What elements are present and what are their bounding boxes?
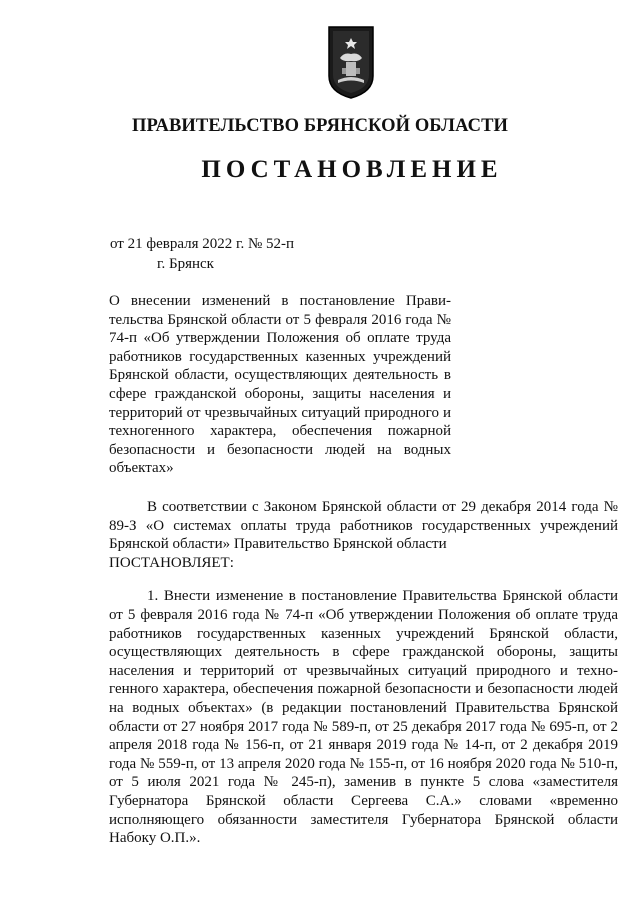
city-line: г. Брянск xyxy=(157,256,214,272)
subject-block: О внесении изменений в постановление Правительства Брянской области от 5 февраля 2016 года № 74-п «Об утверждении Положения об оплате труда работников государственных казенных учреждений Брянской области, осуществляющих деятельность в сфере гражданской обороны, защиты населения и территорий от чрезвычайных ситуаций природного и техногенного характера, обеспечения пожарной безопасности и безопасности людей на водных объектах» xyxy=(109,293,451,477)
preamble-paragraph: В соответствии с Законом Брянской области от 29 декабря 2014 года № 89-З «О системах оплаты труда работников государственных учреждений Брянской области» Правительство Брянской области xyxy=(109,499,618,553)
coat-of-arms-icon xyxy=(326,24,376,100)
decree-word: ПОСТАНОВЛЯЕТ: xyxy=(109,554,234,571)
date-number-line: от 21 февраля 2022 г. № 52-п xyxy=(110,236,295,252)
document-body xyxy=(109,498,618,848)
document-type-title: ПОСТАНОВЛЕНИЕ xyxy=(201,156,503,183)
government-title: ПРАВИТЕЛЬСТВО БРЯНСКОЙ ОБЛАСТИ xyxy=(131,116,508,136)
item-1-paragraph: 1. Внести изменение в постановление Правительства Брянской области от 5 февраля 2016 года № 74-п «Об утверждении Положения об оплате труда работников государственных казенных учреждений Брянской области, осуществляющих деятельность в сфере гражданской обороны, защиты населения и территорий от чрезвычайных ситуаций природного и техногенного характера, обеспечения пожарной безопасности и безопасности людей на водных объектах» (в редакции постановлений Правительства Брянской области от 27 ноября 2017 года № 589-п, от 25 декабря 2017 года № 695-п, от 2 апреля 2018 года № 156-п, от 21 января 2019 года № 14-п, от 2 декабря 2019 года № 559-п, от 13 апреля 2020 года № 155-п, от 16 ноября 2020 года № 510-п, от 5 июля 2021 года № 245-п), заменив в пункте 5 слова «заместителя Губернатора Брянской области Сергеева С.А.» словами «временно исполняющего обязанности заместителя Губернатора Брянской области Набоку О.П.». xyxy=(109,588,618,847)
